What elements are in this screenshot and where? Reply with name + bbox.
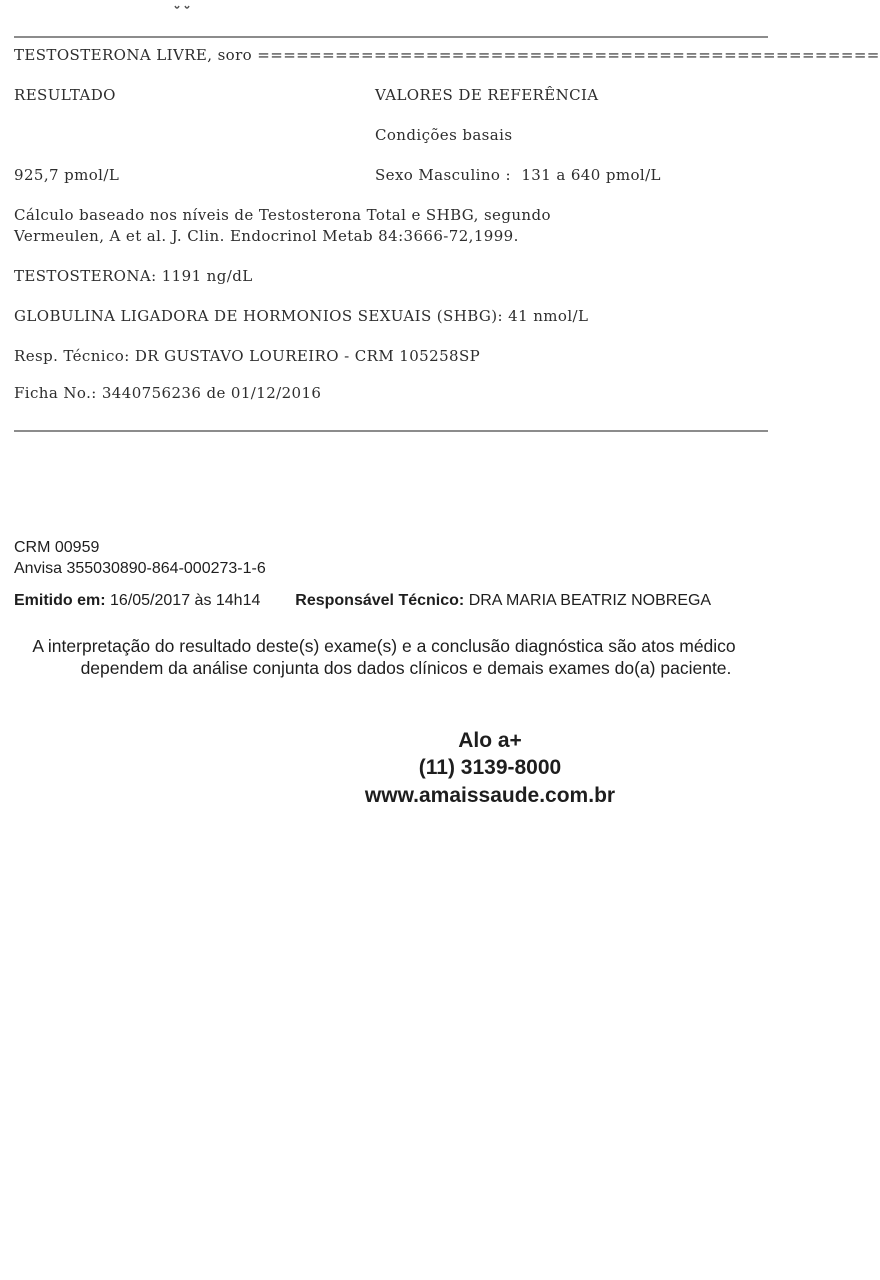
responsible-value: DRA MARIA BEATRIZ NOBREGA — [468, 592, 712, 609]
result-value: 925,7 pmol/L — [14, 166, 120, 184]
cut-text-fragment-icon — [172, 6, 194, 11]
calc-note-line-2: Vermeulen, A et al. J. Clin. Endocrinol Metab 84:3666-72,1999. — [14, 227, 519, 245]
testosterone-value: TESTOSTERONA: 1191 ng/dL — [14, 267, 253, 285]
issued-value: 16/05/2017 às 14h14 — [110, 592, 261, 609]
bottom-divider — [14, 430, 768, 432]
reference-value: Sexo Masculino : 131 a 640 pmol/L — [375, 166, 661, 184]
responsible-label: Responsável Técnico: — [295, 592, 465, 609]
calc-note-line-1: Cálculo baseado nos níveis de Testosterona Total e SHBG, segundo — [14, 206, 551, 224]
anvisa-number: Anvisa 355030890-864-000273-1-6 — [14, 560, 266, 577]
reference-condition: Condições basais — [375, 126, 513, 144]
reference-heading: VALORES DE REFERÊNCIA — [375, 86, 599, 104]
contact-phone: (11) 3139-8000 — [418, 756, 562, 779]
test-header: TESTOSTERONA LIVRE, soro ================================================ — [14, 46, 880, 64]
disclaimer-line-2: dependem da análise conjunta dos dados clínicos e demais exames do(a) paciente. — [80, 658, 732, 678]
contact-name: Alo a+ — [458, 729, 522, 752]
crm-number: CRM 00959 — [14, 539, 100, 556]
issued-label: Emitido em: — [14, 592, 106, 609]
disclaimer-line-1: A interpretação do resultado deste(s) exame(s) e a conclusão diagnóstica são atos médico — [32, 636, 736, 656]
issued-line — [14, 592, 768, 610]
contact-website: www.amaissaude.com.br — [364, 784, 616, 807]
ficha-number: Ficha No.: 3440756236 de 01/12/2016 — [14, 384, 322, 402]
result-heading: RESULTADO — [14, 86, 116, 104]
top-divider — [14, 36, 768, 38]
shbg-value: GLOBULINA LIGADORA DE HORMONIOS SEXUAIS (SHBG): 41 nmol/L — [14, 307, 589, 325]
resp-tecnico: Resp. Técnico: DR GUSTAVO LOUREIRO - CRM 105258SP — [14, 347, 481, 365]
top-cut-glyph — [172, 0, 194, 3]
